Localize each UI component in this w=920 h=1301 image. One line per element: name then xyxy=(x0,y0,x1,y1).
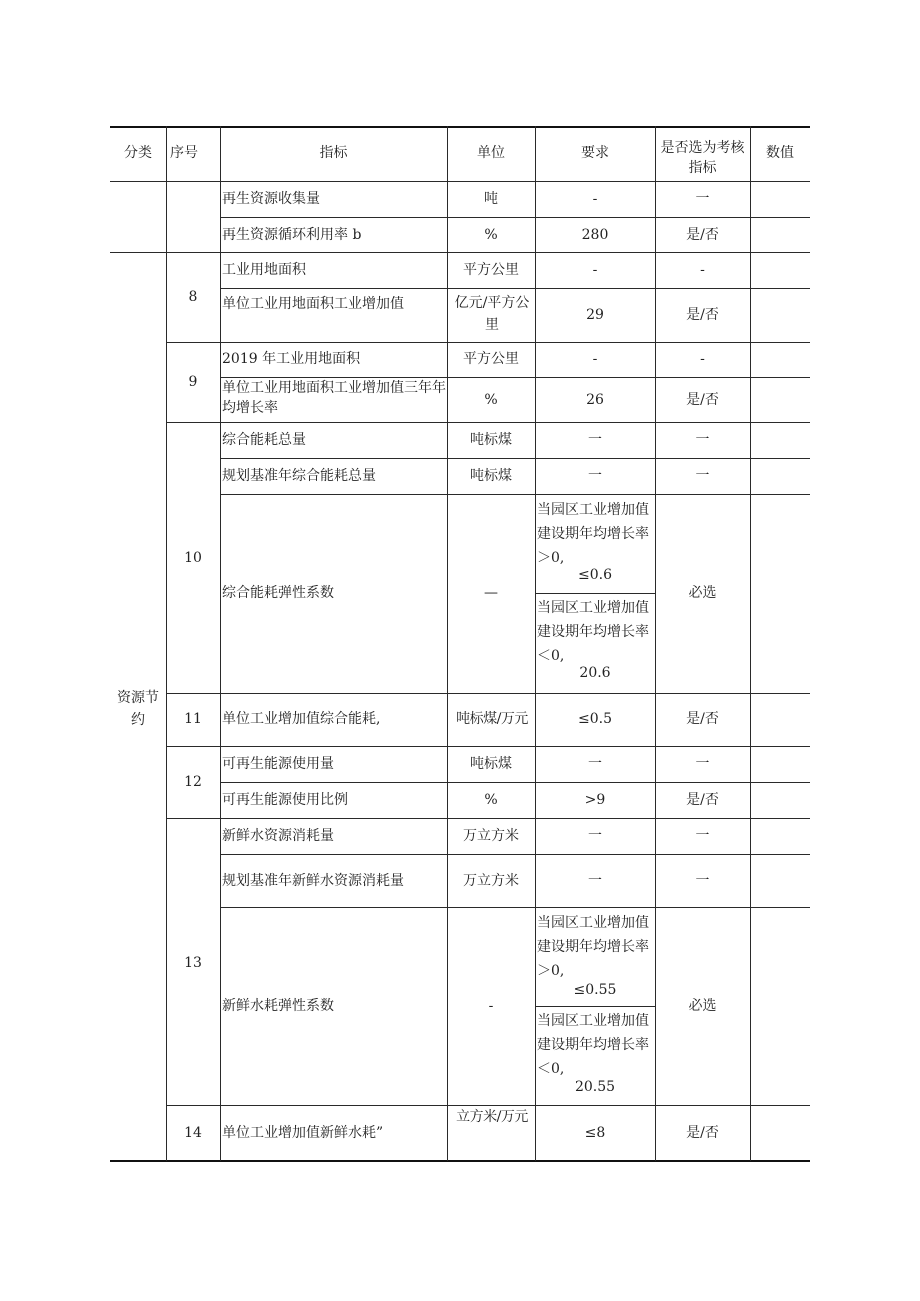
indicator-table xyxy=(110,126,810,1161)
unit-cell: 吨 xyxy=(484,191,498,207)
requirement-value-negative: 20.6 xyxy=(579,665,611,681)
indicator-cell: 单位工业增加值新鲜水耗” xyxy=(222,1125,384,1141)
seq-cell: 11 xyxy=(184,711,202,727)
unit-cell: 吨标煤/万元 xyxy=(456,711,528,727)
unit-cell: — xyxy=(484,585,498,601)
unit-cell: 立方米/万元 xyxy=(456,1109,528,1125)
indicator-cell: 综合能耗总量 xyxy=(222,432,306,448)
indicator-cell: 单位工业用地面积工业增加值三年年均增长率 xyxy=(222,380,446,416)
unit-cell: 万立方米 xyxy=(463,873,519,889)
unit-cell: % xyxy=(484,227,498,243)
assess-cell: 一 xyxy=(695,828,710,844)
assess-cell: 一 xyxy=(695,468,710,484)
unit-cell: - xyxy=(488,998,494,1014)
header-category: 分类 xyxy=(124,145,152,161)
seq-cell: 10 xyxy=(184,550,202,566)
requirement-value-negative: 20.55 xyxy=(574,1079,616,1095)
assess-cell: - xyxy=(700,351,705,367)
category-cell: 资源节约 xyxy=(117,690,159,728)
requirement-cell: - xyxy=(592,351,598,367)
header-value: 数值 xyxy=(766,145,794,161)
indicator-cell: 2019 年工业用地面积 xyxy=(222,351,361,367)
unit-cell: 吨标煤 xyxy=(470,432,512,448)
requirement-cell: ≤8 xyxy=(584,1125,606,1141)
unit-cell: 平方公里 xyxy=(463,262,519,278)
indicator-cell: 规划基准年新鲜水资源消耗量 xyxy=(222,873,404,889)
indicator-cell: 可再生能源使用比例 xyxy=(222,792,348,808)
requirement-condition-positive: 当园区工业增加值建设期年均增长率＞0, xyxy=(537,915,649,979)
assess-cell: 必选 xyxy=(688,998,717,1014)
requirement-cell: 一 xyxy=(588,828,602,844)
requirement-cell: >9 xyxy=(584,792,606,808)
requirement-cell: 一 xyxy=(588,756,602,772)
requirement-cell: 280 xyxy=(581,227,609,243)
requirement-cell: 26 xyxy=(586,392,604,408)
requirement-value-positive: ≤0.55 xyxy=(573,982,617,998)
assess-cell: 一 xyxy=(695,432,710,448)
header-indicator: 指标 xyxy=(319,145,348,161)
indicator-cell: 新鲜水资源消耗量 xyxy=(222,828,334,844)
unit-cell: 平方公里 xyxy=(463,351,519,367)
requirement-cell: 29 xyxy=(586,307,604,323)
requirement-cell: - xyxy=(592,191,598,207)
indicator-cell: 综合能耗弹性系数 xyxy=(222,585,334,601)
assess-cell: - xyxy=(700,262,705,278)
assess-cell: 一 xyxy=(695,756,710,772)
indicator-cell: 新鲜水耗弹性系数 xyxy=(222,998,334,1014)
seq-cell: 14 xyxy=(184,1125,202,1141)
assess-cell: 是/否 xyxy=(686,711,719,727)
assess-cell: 是/否 xyxy=(686,227,719,243)
requirement-condition-negative: 当园区工业增加值建设期年均增长率＜0, xyxy=(537,600,649,664)
assess-cell: 是/否 xyxy=(686,1125,719,1141)
requirement-cell: ≤0.5 xyxy=(578,711,612,727)
indicator-cell: 规划基准年综合能耗总量 xyxy=(222,468,376,484)
unit-cell: % xyxy=(484,392,498,408)
unit-cell: 万立方米 xyxy=(463,828,519,844)
requirement-cell: - xyxy=(592,262,598,278)
header-seq: 序号 xyxy=(170,145,198,161)
header-requirement: 要求 xyxy=(581,145,609,161)
seq-cell: 8 xyxy=(188,289,198,305)
header-assess: 是否选为考核指标 xyxy=(660,140,745,176)
assess-cell: 一 xyxy=(695,873,710,889)
assess-cell: 是/否 xyxy=(686,792,719,808)
assess-cell: 是/否 xyxy=(686,392,719,408)
requirement-condition-negative: 当园区工业增加值建设期年均增长率＜0, xyxy=(537,1013,649,1077)
seq-cell: 9 xyxy=(188,374,198,390)
requirement-cell: 一 xyxy=(588,468,602,484)
indicator-cell: 单位工业用地面积工业增加值 xyxy=(222,296,404,312)
seq-cell: 12 xyxy=(184,774,202,790)
indicator-cell: 单位工业增加值综合能耗, xyxy=(222,711,381,727)
unit-cell: % xyxy=(484,792,498,808)
indicator-cell: 工业用地面积 xyxy=(222,262,306,278)
requirement-condition-positive: 当园区工业增加值建设期年均增长率＞0, xyxy=(537,502,649,566)
unit-cell: 吨标煤 xyxy=(470,468,512,484)
requirement-value-positive: ≤0.6 xyxy=(578,567,612,583)
requirement-cell: 一 xyxy=(588,432,602,448)
indicator-cell: 可再生能源使用量 xyxy=(222,756,334,772)
indicator-cell: 再生资源循环利用率 b xyxy=(222,227,362,243)
unit-cell: 亿元/平方公里 xyxy=(454,295,530,333)
seq-cell: 13 xyxy=(184,955,202,971)
requirement-cell: 一 xyxy=(588,873,602,889)
indicator-cell: 再生资源收集量 xyxy=(222,191,320,207)
unit-cell: 吨标煤 xyxy=(470,756,512,772)
assess-cell: 一 xyxy=(695,191,710,207)
assess-cell: 是/否 xyxy=(686,307,719,323)
header-unit: 单位 xyxy=(477,145,505,161)
assess-cell: 必选 xyxy=(688,585,717,601)
